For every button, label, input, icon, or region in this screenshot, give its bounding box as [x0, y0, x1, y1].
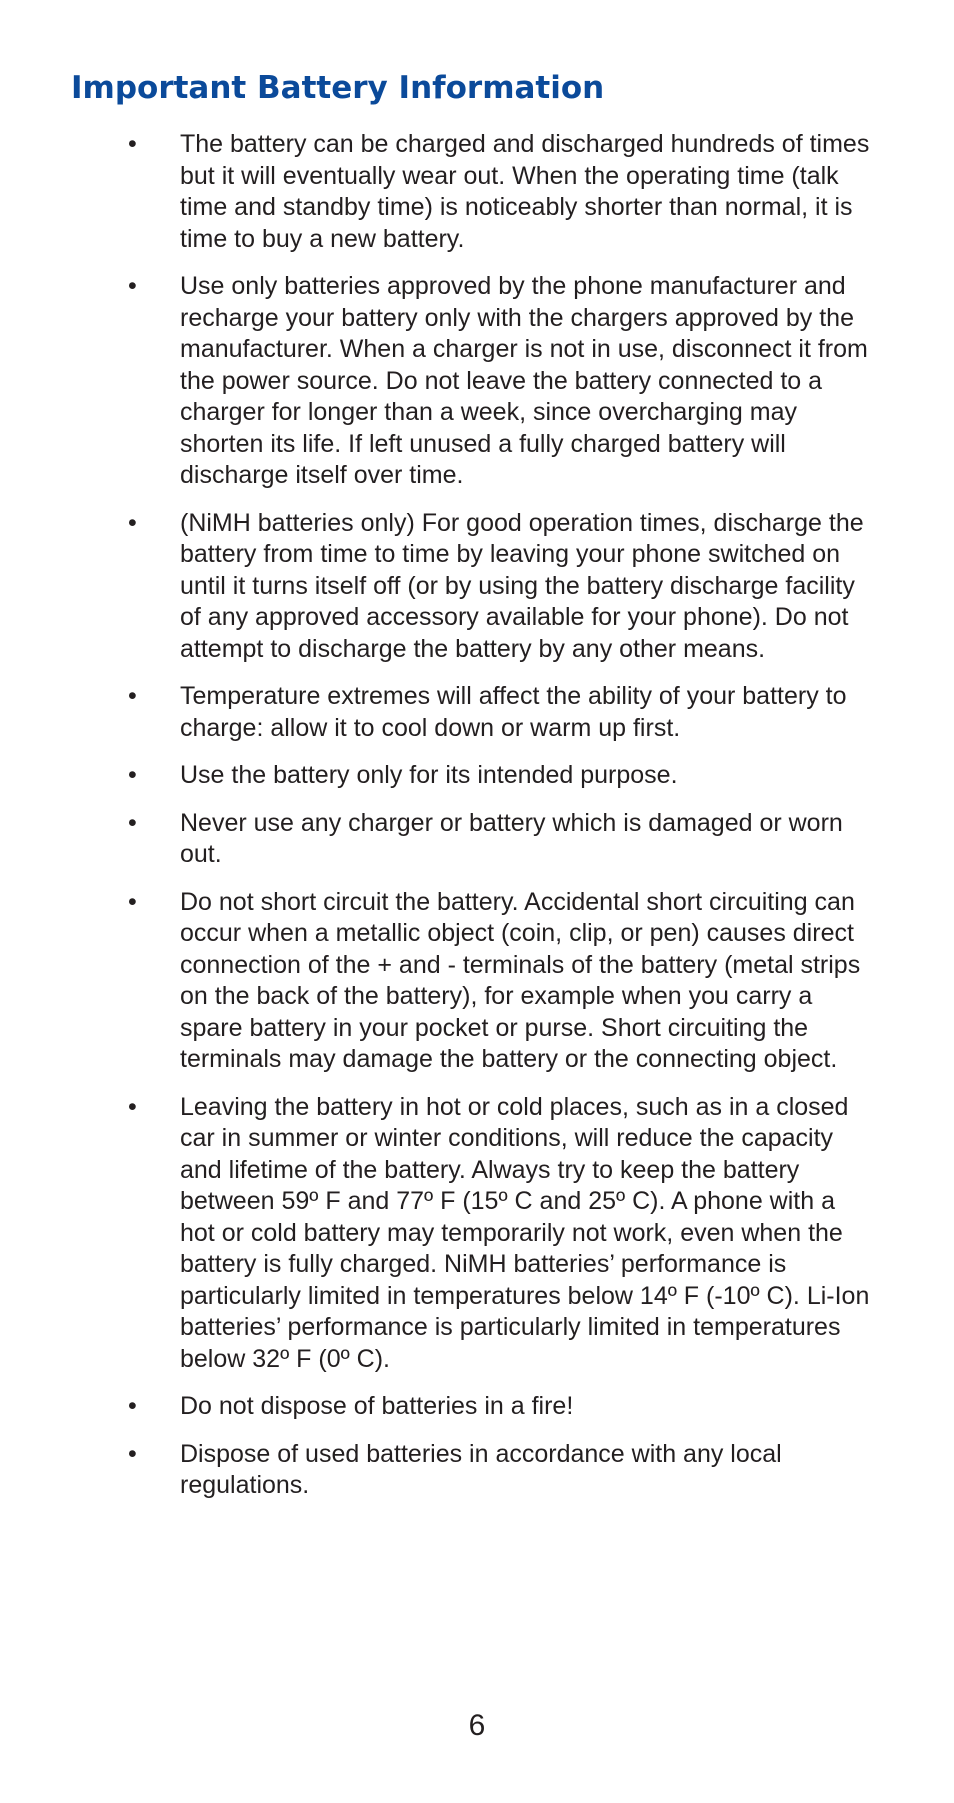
list-item — [0, 760, 954, 792]
list-item-text: Temperature extremes will affect the ability of your battery to charge: allow it to cool down or warm up first. — [180, 682, 847, 742]
bullet-icon: • — [128, 508, 137, 537]
list-item-text: Dispose of used batteries in accordance with any local regulations. — [180, 1439, 782, 1499]
bullet-icon: • — [128, 808, 137, 837]
bullet-icon: • — [128, 761, 137, 789]
list-item-text: (NiMH batteries only) For good operation times, discharge the battery from time to time by leaving your phone switched on until it turns itself off (or by using the battery discharge facility of any approved accessory available for your phone). Do not attempt to discharge the battery by any other means. — [180, 508, 864, 663]
list-item — [0, 129, 954, 255]
bullet-icon: • — [128, 1092, 137, 1121]
list-item-text: Never use any charger or battery which is damaged or worn out. — [180, 808, 843, 868]
bullet-icon: • — [128, 682, 137, 710]
list-item — [0, 1092, 954, 1376]
battery-info-list — [0, 129, 954, 1518]
page-heading: Important Battery Information — [71, 70, 605, 106]
list-item — [0, 1439, 954, 1502]
list-item — [0, 508, 954, 666]
list-item-text: Use only batteries approved by the phone manufacturer and recharge your battery only with the chargers approved by the manufacturer. When a charger is not in use, disconnect it from the power source. Do not leave the battery connected to a charger for longer than a week, since overcharging may shorten its life. If left unused a fully charged battery will discharge itself over time. — [180, 272, 868, 489]
list-item-text: Use the battery only for its intended purpose. — [180, 761, 678, 789]
list-item-text: The battery can be charged and discharged hundreds of times but it will eventually wear out. When the operating time (talk time and standby time) is noticeably shorter than normal, it is time to buy a new battery. — [180, 130, 870, 253]
list-item — [0, 887, 954, 1076]
bullet-icon: • — [128, 1392, 137, 1420]
list-item-text: Do not short circuit the battery. Accidental short circuiting can occur when a metallic object (coin, clip, or pen) causes direct connection of the + and - terminals of the battery (metal strips on the back of the battery), for example when you carry a spare battery in your pocket or purse. Short circuiting the terminals may damage the battery or the connecting object. — [180, 887, 861, 1073]
list-item — [0, 271, 954, 492]
list-item-text: Do not dispose of batteries in a fire! — [180, 1392, 574, 1420]
list-item — [0, 808, 954, 871]
bullet-icon: • — [128, 887, 137, 916]
bullet-icon: • — [128, 272, 137, 300]
page-number: 6 — [468, 1709, 486, 1742]
list-item-text: Leaving the battery in hot or cold places, such as in a closed car in summer or winter conditions, will reduce the capacity and lifetime of the battery. Always try to keep the battery between 59º F and 77º F (15º C and 25º C). A phone with a hot or cold battery may temporarily not work, even when the battery is fully charged. NiMH batteries’ performance is particularly limited in temperatures below 14º F (-10º C). Li-Ion batteries’ performance is particularly limited in temperatures below 32º F (0º C). — [180, 1092, 870, 1373]
list-item — [0, 681, 954, 744]
bullet-icon: • — [128, 1439, 137, 1468]
bullet-icon: • — [128, 130, 137, 158]
list-item — [0, 1391, 954, 1423]
